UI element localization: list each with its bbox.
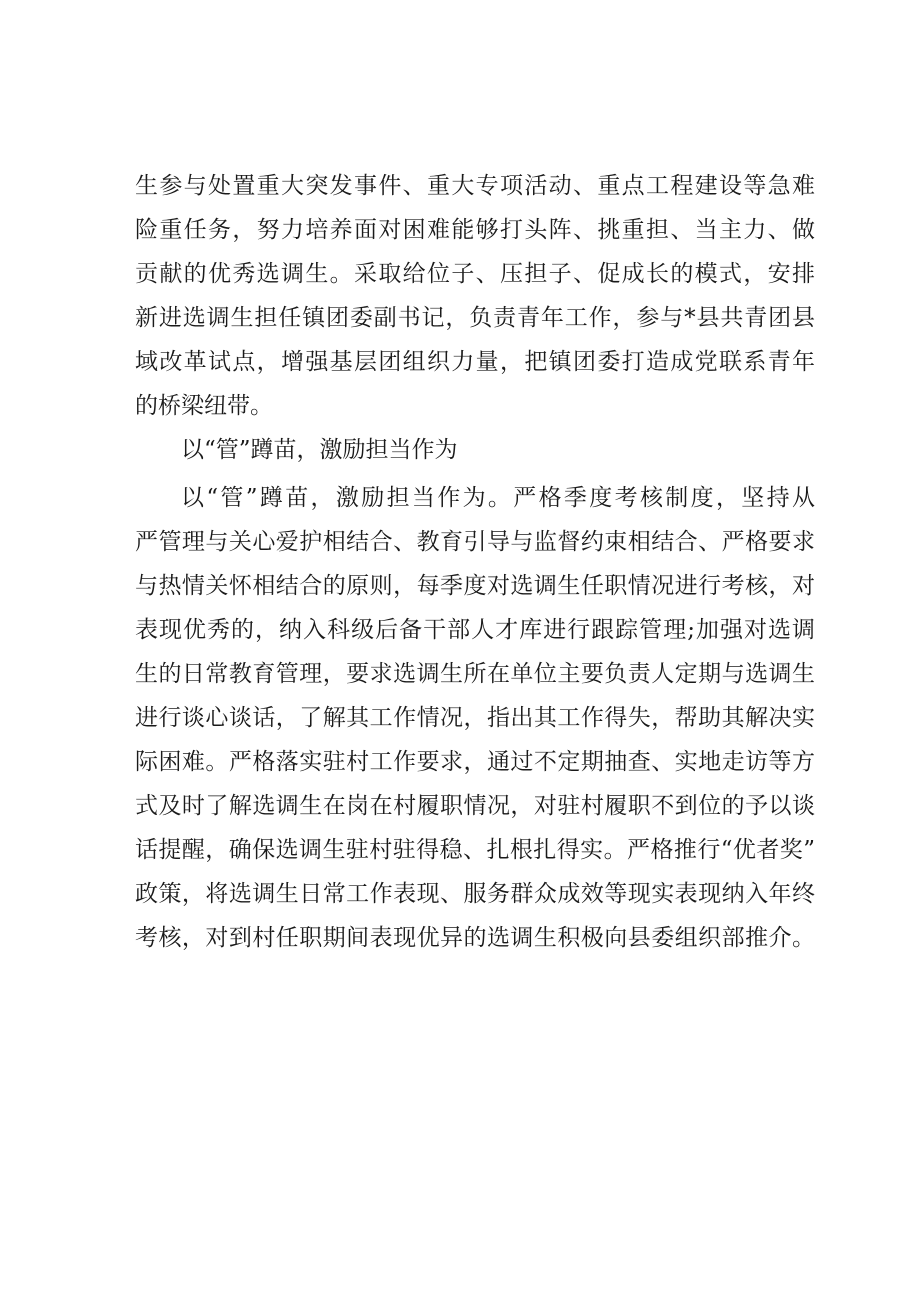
paragraph-line: 生的日常教育管理，要求选调生所在单位主要负责人定期与选调生 xyxy=(135,661,815,687)
paragraph-line: 与热情关怀相结合的原则，每季度对选调生任职情况进行考核，对 xyxy=(135,573,815,599)
paragraph-line: 贡献的优秀选调生。采取给位子、压担子、促成长的模式，安排 xyxy=(135,261,815,287)
paragraph-line: 险重任务，努力培养面对困难能够打头阵、挑重担、当主力、做 xyxy=(135,217,815,243)
paragraph-line: 政策，将选调生日常工作表现、服务群众成效等现实表现纳入年终 xyxy=(135,881,815,907)
paragraph-line: 生参与处置重大突发事件、重大专项活动、重点工程建设等急难 xyxy=(135,173,815,199)
paragraph-line: 以“管”蹲苗，激励担当作为。严格季度考核制度，坚持从 xyxy=(181,485,815,511)
paragraph-line: 新进选调生担任镇团委副书记，负责青年工作，参与*县共青团县 xyxy=(135,305,815,331)
paragraph-line: 考核，对到村任职期间表现优异的选调生积极向县委组织部推介。 xyxy=(135,925,815,951)
section-heading: 以“管”蹲苗，激励担当作为 xyxy=(181,437,458,463)
paragraph-line: 式及时了解选调生在岗在村履职情况，对驻村履职不到位的予以谈 xyxy=(135,793,815,819)
paragraph-line: 话提醒，确保选调生驻村驻得稳、扎根扎得实。严格推行“优者奖” xyxy=(135,837,815,863)
paragraph-line: 表现优秀的，纳入科级后备干部人才库进行跟踪管理;加强对选调 xyxy=(135,617,815,643)
paragraph-line: 域改革试点，增强基层团组织力量，把镇团委打造成党联系青年 xyxy=(135,349,815,375)
paragraph-line: 的桥梁纽带。 xyxy=(135,393,273,419)
paragraph-line: 严管理与关心爱护相结合、教育引导与监督约束相结合、严格要求 xyxy=(135,529,815,555)
paragraph-line: 进行谈心谈话，了解其工作情况，指出其工作得失，帮助其解决实 xyxy=(135,705,815,731)
paragraph-line: 际困难。严格落实驻村工作要求，通过不定期抽查、实地走访等方 xyxy=(135,749,815,775)
